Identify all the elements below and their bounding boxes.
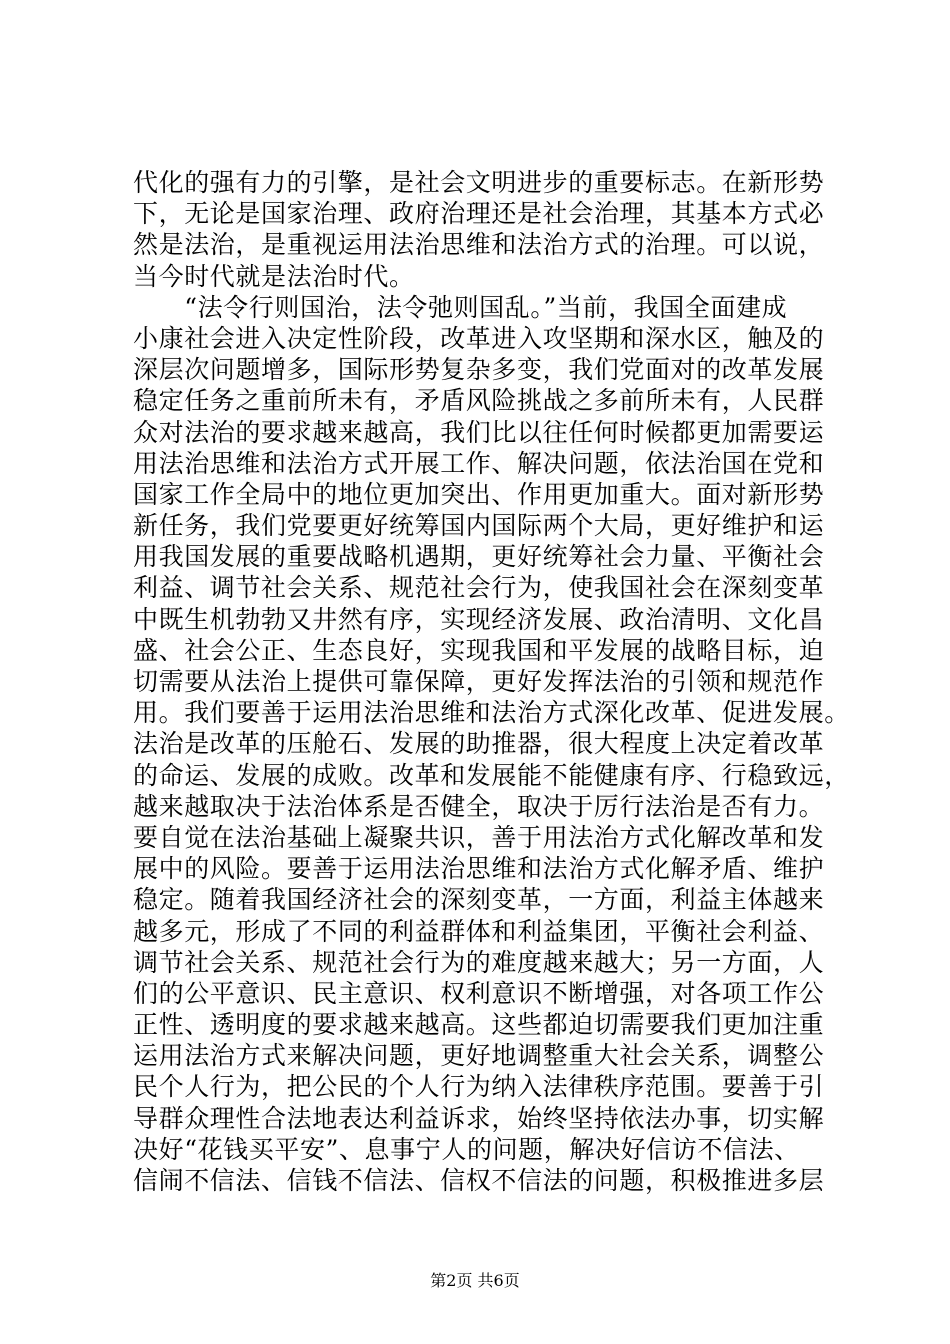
text-line: “法令行则国治，法令弛则国乱。”当前，我国全面建成	[133, 292, 788, 322]
text-line: 们的公平意识、民主意识、权利意识不断增强，对各项工作公	[133, 978, 825, 1008]
body-text	[133, 167, 850, 1196]
text-line: 稳定。随着我国经济社会的深刻变革，一方面，利益主体越来	[133, 885, 825, 915]
text-line: 小康社会进入决定性阶段，改革进入攻坚期和深水区，触及的	[133, 323, 825, 353]
page-number-footer: 第2页 共6页	[430, 1271, 520, 1290]
text-line: 正性、透明度的要求越来越高。这些都迫切需要我们更加注重	[133, 1010, 825, 1040]
text-line: 利益、调节社会关系、规范社会行为，使我国社会在深刻变革	[133, 573, 825, 603]
text-line: 盛、社会公正、生态良好，实现我国和平发展的战略目标，迫	[133, 635, 825, 665]
text-line: 越多元，形成了不同的利益群体和利益集团，平衡社会利益、	[133, 916, 825, 946]
text-line: 众对法治的要求越来越高，我们比以往任何时候都更加需要运	[133, 417, 825, 447]
text-line: 当今时代就是法治时代。	[133, 261, 415, 291]
text-line: 稳定任务之重前所未有，矛盾风险挑战之多前所未有，人民群	[133, 386, 825, 416]
text-line: 然是法治，是重视运用法治思维和法治方式的治理。可以说，	[133, 230, 825, 260]
text-line: 法治是改革的压舱石、发展的助推器，很大程度上决定着改革	[133, 729, 825, 759]
text-line: 用。我们要善于运用法治思维和法治方式深化改革、促进发展。	[133, 698, 850, 728]
text-line: 民个人行为，把公民的个人行为纳入法律秩序范围。要善于引	[133, 1072, 825, 1102]
text-line: 深层次问题增多，国际形势复杂多变，我们党面对的改革发展	[133, 355, 825, 385]
text-line: 切需要从法治上提供可靠保障，更好发挥法治的引领和规范作	[133, 667, 825, 696]
text-line: 国家工作全局中的地位更加突出、作用更加重大。面对新形势	[133, 479, 825, 509]
text-line: 越来越取决于法治体系是否健全，取决于厉行法治是否有力。	[133, 791, 825, 821]
text-line: 决好“花钱买平安”、息事宁人的问题，解决好信访不信法、	[133, 1134, 800, 1164]
text-line: 代化的强有力的引擎，是社会文明进步的重要标志。在新形势	[133, 168, 825, 197]
text-line: 要自觉在法治基础上凝聚共识，善于用法治方式化解改革和发	[133, 822, 825, 852]
text-line: 用法治思维和法治方式开展工作、解决问题，依法治国在党和	[133, 448, 825, 478]
text-line: 新任务，我们党要更好统筹国内国际两个大局，更好维护和运	[133, 511, 825, 541]
text-line: 用我国发展的重要战略机遇期，更好统筹社会力量、平衡社会	[133, 542, 825, 572]
text-line: 调节社会关系、规范社会行为的难度越来越大；另一方面，人	[133, 947, 825, 977]
text-line: 运用法治方式来解决问题，更好地调整重大社会关系，调整公	[133, 1041, 825, 1071]
text-line: 中既生机勃勃又井然有序，实现经济发展、政治清明、文化昌	[133, 604, 825, 634]
text-line: 下，无论是国家治理、政府治理还是社会治理，其基本方式必	[133, 199, 825, 229]
text-line: 信闹不信法、信钱不信法、信权不信法的问题，积极推进多层	[133, 1166, 825, 1195]
text-line: 导群众理性合法地表达利益诉求，始终坚持依法办事，切实解	[133, 1103, 825, 1133]
text-line: 的命运、发展的成败。改革和发展能不能健康有序、行稳致远，	[133, 760, 850, 790]
text-line: 展中的风险。要善于运用法治思维和法治方式化解矛盾、维护	[133, 854, 825, 884]
